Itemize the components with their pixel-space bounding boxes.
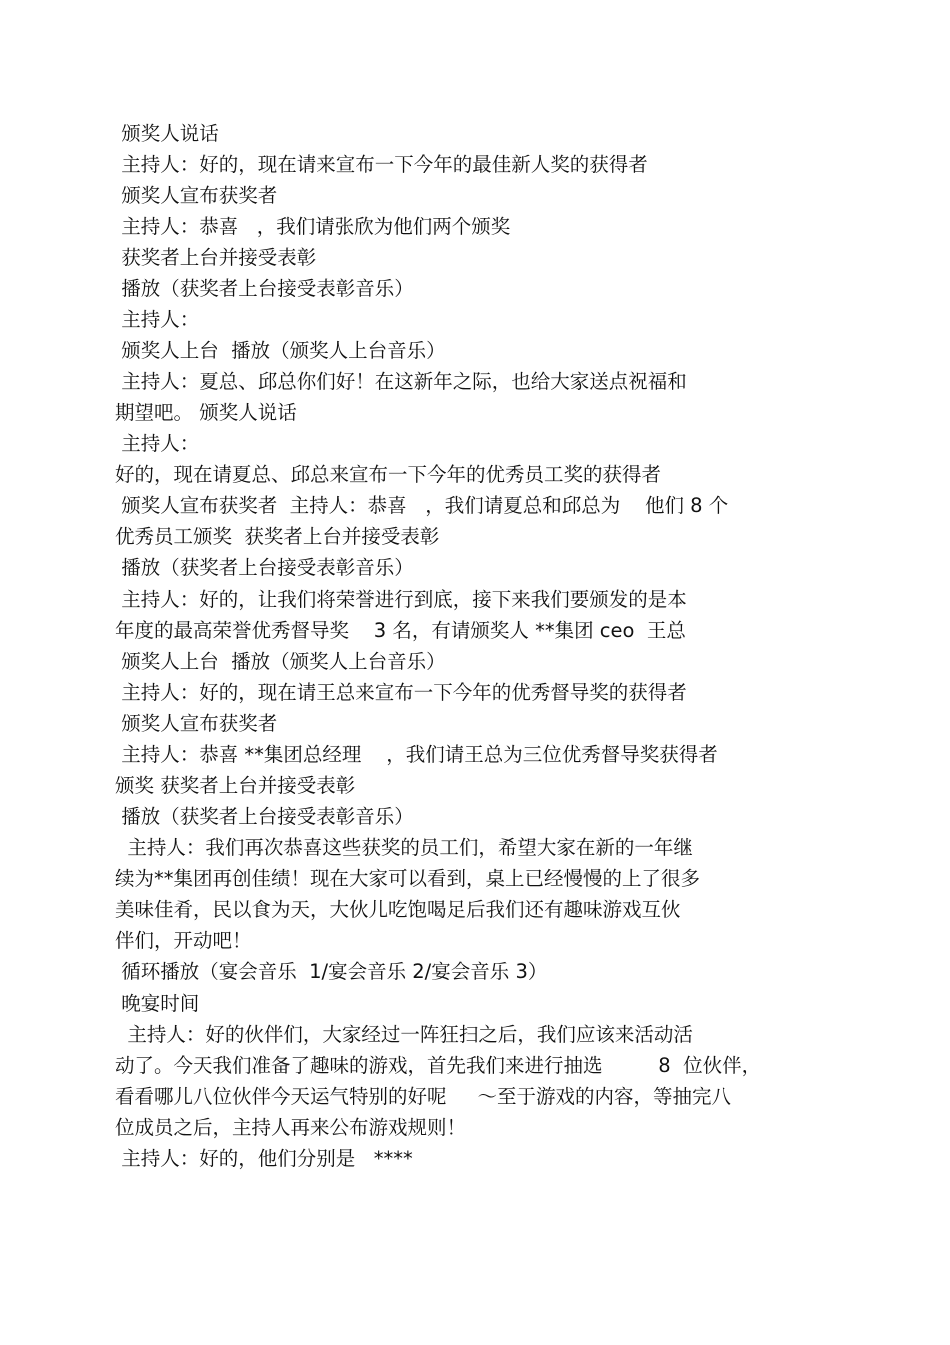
text-line-15: 播放（获奖者上台接受表彰音乐） xyxy=(115,556,414,579)
text-line-27: 伴们，开动吧！ xyxy=(115,929,252,952)
text-line-11: 主持人： xyxy=(115,432,200,455)
text-line-26: 美味佳肴，民以食为天，大伙儿吃饱喝足后我们还有趣味游戏互伙 xyxy=(115,898,681,921)
text-line-8: 颁奖人上台 播放（颁奖人上台音乐） xyxy=(115,339,446,362)
text-line-5: 获奖者上台并接受表彰 xyxy=(115,246,317,269)
text-line-23: 播放（获奖者上台接受表彰音乐） xyxy=(115,805,414,828)
text-line-9: 主持人：夏总、邱总你们好！在这新年之际，也给大家送点祝福和 xyxy=(115,370,687,393)
text-line-7: 主持人： xyxy=(115,308,200,331)
text-line-34: 主持人：好的，他们分别是 **** xyxy=(115,1147,413,1170)
text-line-24: 主持人：我们再次恭喜这些获奖的员工们，希望大家在新的一年继 xyxy=(115,836,693,859)
text-line-4: 主持人：恭喜 ，我们请张欣为他们两个颁奖 xyxy=(115,215,511,238)
text-line-16: 主持人：好的，让我们将荣誉进行到底，接下来我们要颁发的是本 xyxy=(115,588,687,611)
text-line-30: 主持人：好的伙伴们，大家经过一阵狂扫之后，我们应该来活动活 xyxy=(115,1023,693,1046)
text-line-19: 主持人：好的，现在请王总来宣布一下今年的优秀督导奖的获得者 xyxy=(115,681,687,704)
text-line-14: 优秀员工颁奖 获奖者上台并接受表彰 xyxy=(115,525,440,548)
text-line-21: 主持人：恭喜 **集团总经理 ，我们请王总为三位优秀督导奖获得者 xyxy=(115,743,718,766)
text-line-3: 颁奖人宣布获奖者 xyxy=(115,184,278,207)
text-line-22: 颁奖 获奖者上台并接受表彰 xyxy=(115,774,356,797)
text-line-2: 主持人：好的，现在请来宣布一下今年的最佳新人奖的获得者 xyxy=(115,153,648,176)
text-line-10: 期望吧。 颁奖人说话 xyxy=(115,401,297,424)
text-line-31: 动了。今天我们准备了趣味的游戏，首先我们来进行抽选 8 位伙伴， xyxy=(115,1054,762,1077)
text-line-29: 晚宴时间 xyxy=(115,992,200,1015)
text-line-6: 播放（获奖者上台接受表彰音乐） xyxy=(115,277,414,300)
text-line-13: 颁奖人宣布获奖者 主持人：恭喜 ，我们请夏总和邱总为 他们 8 个 xyxy=(115,494,729,517)
text-line-1: 颁奖人说话 xyxy=(115,122,219,145)
text-line-18: 颁奖人上台 播放（颁奖人上台音乐） xyxy=(115,650,446,673)
text-line-32: 看看哪儿八位伙伴今天运气特别的好呢 ～至于游戏的内容，等抽完八 xyxy=(115,1085,731,1108)
text-line-17: 年度的最高荣誉优秀督导奖 3 名，有请颁奖人 **集团 ceo 王总 xyxy=(115,619,686,642)
text-line-28: 循环播放（宴会音乐 1/宴会音乐 2/宴会音乐 3） xyxy=(115,960,548,983)
text-line-25: 续为**集团再创佳绩！现在大家可以看到，桌上已经慢慢的上了很多 xyxy=(115,867,701,890)
text-line-33: 位成员之后，主持人再来公布游戏规则！ xyxy=(115,1116,467,1139)
text-line-12: 好的，现在请夏总、邱总来宣布一下今年的优秀员工奖的获得者 xyxy=(115,463,662,486)
text-line-20: 颁奖人宣布获奖者 xyxy=(115,712,278,735)
